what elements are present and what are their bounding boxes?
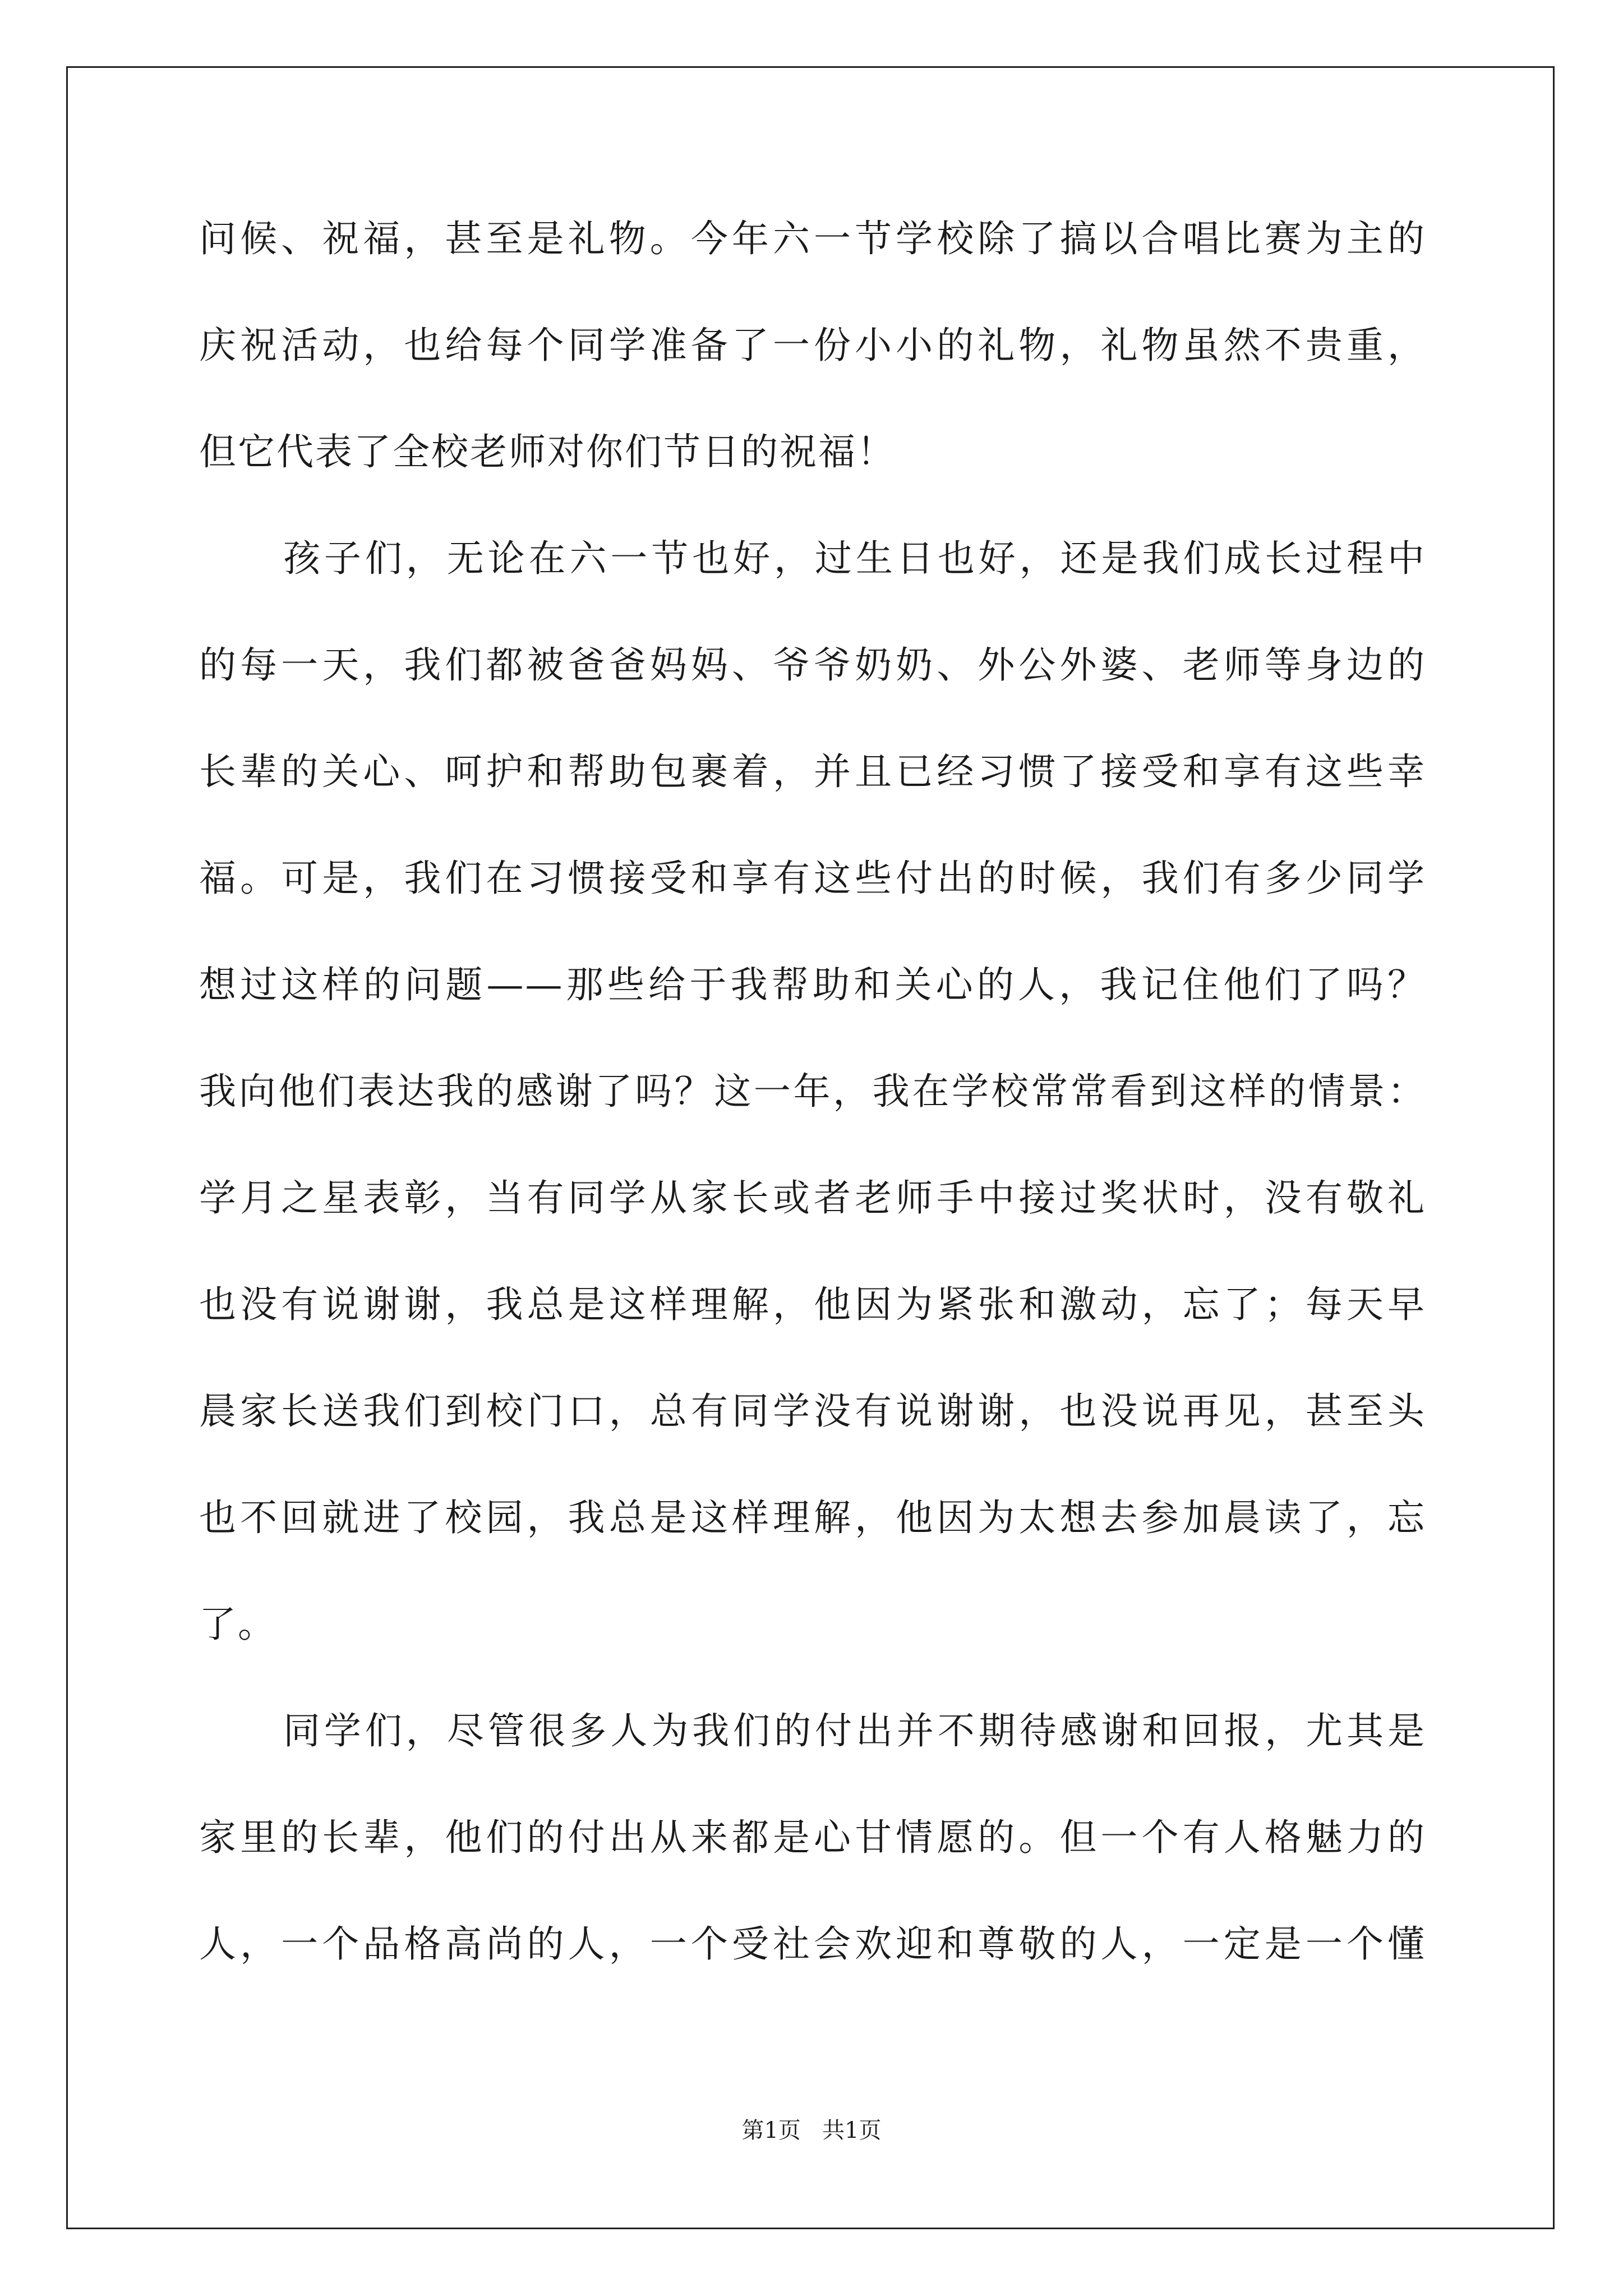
paragraph-first-line: 孩子们，无论在六一节也好，过生日也好，还是我们成长过程中	[283, 537, 1426, 580]
text-line: 我向他们表达我的感谢了吗？这一年，我在学校常常看到这样的情景：	[199, 1070, 1426, 1113]
text-line: 学月之星表彰，当有同学从家长或者老师手中接过奖状时，没有敬礼	[199, 1176, 1426, 1220]
text-line: 庆祝活动，也给每个同学准备了一份小小的礼物，礼物虽然不贵重，	[199, 324, 1426, 367]
text-line: 问候、祝福，甚至是礼物。今年六一节学校除了搞以合唱比赛为主的	[199, 217, 1426, 260]
text-line: 人，一个品格高尚的人，一个受社会欢迎和尊敬的人，一定是一个懂	[199, 1922, 1426, 1966]
text-line: 家里的长辈，他们的付出从来都是心甘情愿的。但一个有人格魅力的	[199, 1816, 1426, 1859]
text-line: 也不回就进了校园，我总是这样理解，他因为太想去参加晨读了，忘	[199, 1496, 1426, 1539]
text-line: 福。可是，我们在习惯接受和享有这些付出的时候，我们有多少同学	[199, 857, 1426, 900]
text-line: 但它代表了全校老师对你们节日的祝福！	[199, 430, 896, 473]
text-line: 也没有说谢谢，我总是这样理解，他因为紧张和激动，忘了；每天早	[199, 1283, 1426, 1326]
text-line: 长辈的关心、呵护和帮助包裹着，并且已经习惯了接受和享有这些幸	[199, 750, 1426, 793]
page-number-footer: 第1页 共1页	[741, 2118, 882, 2143]
text-line: 了。	[199, 1603, 276, 1646]
text-line: 晨家长送我们到校门口，总有同学没有说谢谢，也没说再见，甚至头	[199, 1389, 1426, 1433]
paragraph-first-line: 同学们，尽管很多人为我们的付出并不期待感谢和回报，尤其是	[283, 1709, 1426, 1752]
text-line: 想过这样的问题——那些给于我帮助和关心的人，我记住他们了吗？	[199, 963, 1426, 1006]
document-body	[199, 215, 1426, 2027]
text-line: 的每一天，我们都被爸爸妈妈、爷爷奶奶、外公外婆、老师等身边的	[199, 643, 1426, 687]
